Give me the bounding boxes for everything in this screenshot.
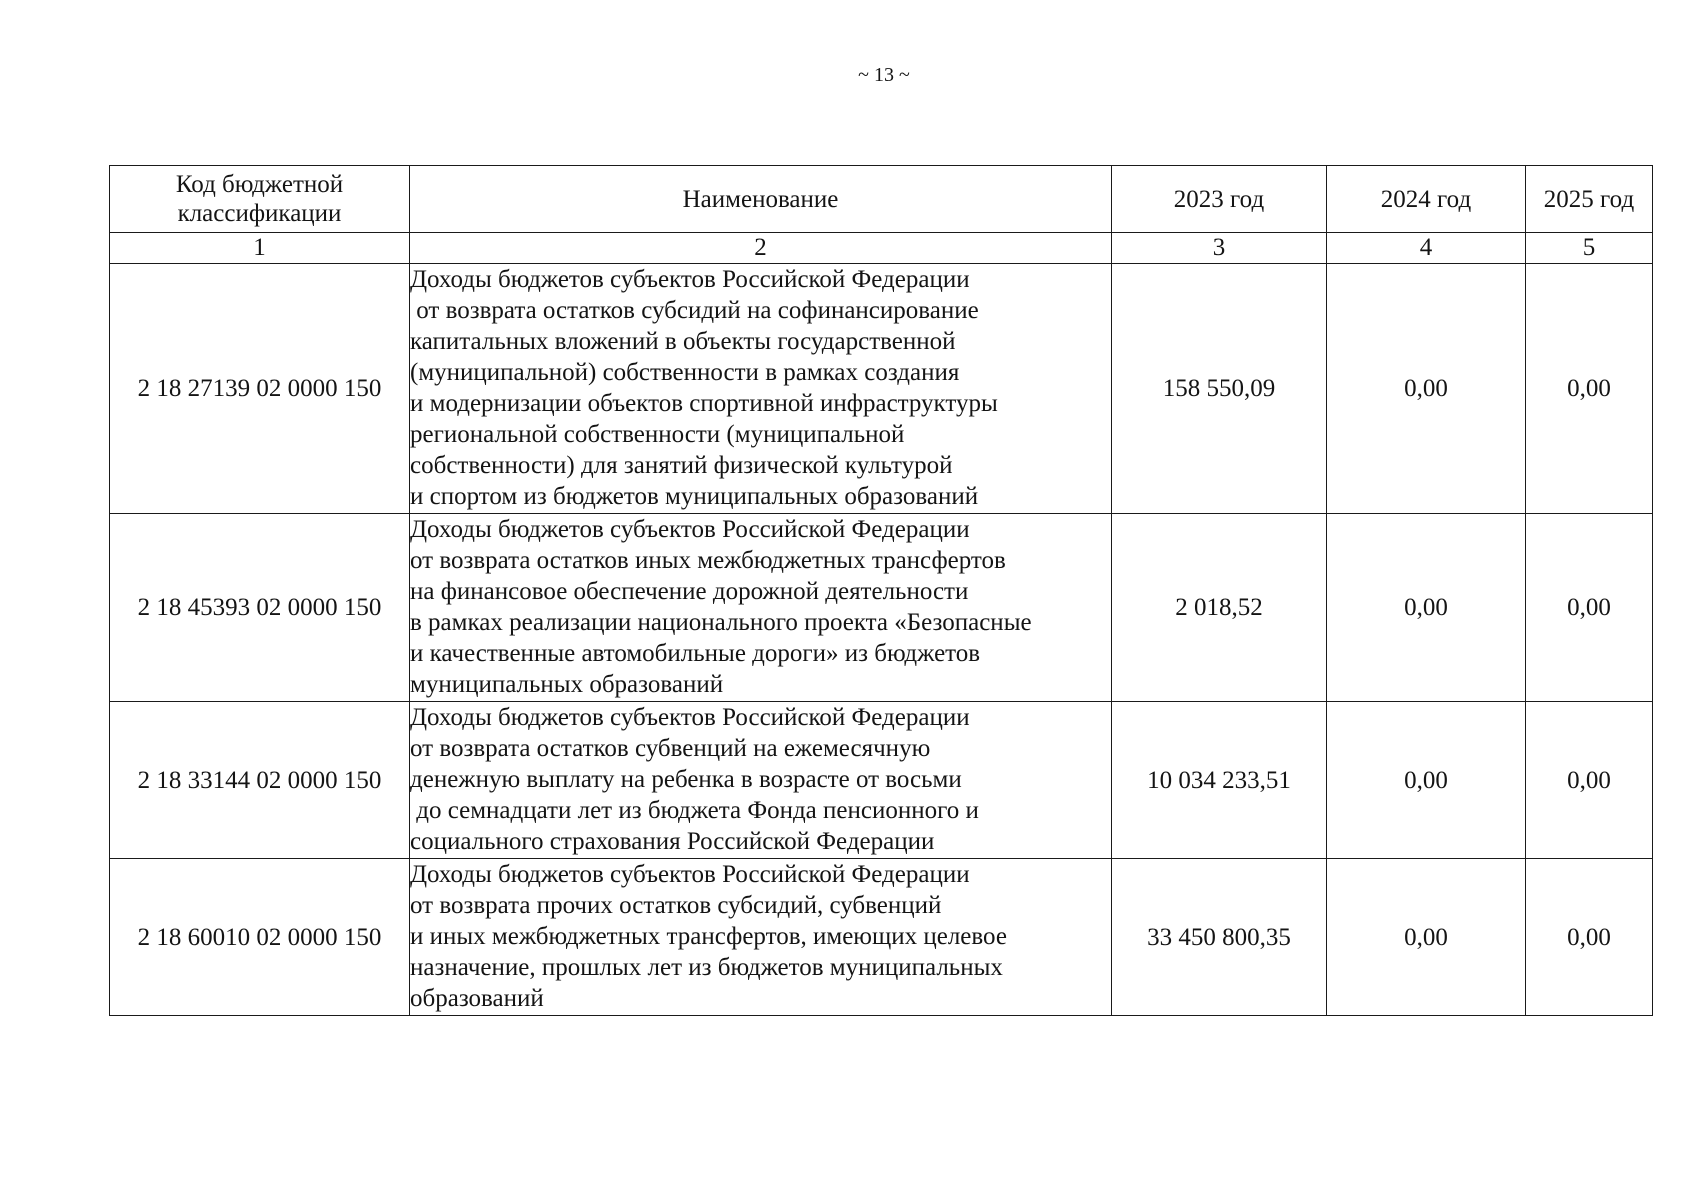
table-row	[110, 702, 1653, 859]
page-number: ~ 13 ~	[858, 64, 910, 86]
budget-code-cell: 2 18 27139 02 0000 150	[110, 264, 410, 514]
income-name-line: Доходы бюджетов субъектов Российской Федерации	[410, 516, 970, 543]
income-name-line: и спортом из бюджетов муниципальных образований	[410, 483, 979, 510]
income-name-line: социального страхования Российской Федерации	[410, 828, 935, 855]
income-name-line: от возврата прочих остатков субсидий, субвенций	[410, 892, 942, 919]
income-name-line: назначение, прошлых лет из бюджетов муниципальных	[410, 954, 1003, 981]
amount-2025-cell: 0,00	[1526, 264, 1653, 514]
amount-2024-cell: 0,00	[1327, 514, 1526, 702]
income-name-line: муниципальных образований	[410, 671, 724, 698]
income-name-line: капитальных вложений в объекты государственной	[410, 328, 956, 355]
budget-code-cell: 2 18 45393 02 0000 150	[110, 514, 410, 702]
header-code: Код бюджетной классификации	[110, 166, 410, 233]
column-number: 2	[410, 233, 1112, 264]
income-name-line: собственности) для занятий физической культурой	[410, 452, 953, 479]
income-name-line: на финансовое обеспечение дорожной деятельности	[410, 578, 969, 605]
table-row	[110, 514, 1653, 702]
income-name-line: до семнадцати лет из бюджета Фонда пенсионного и	[410, 797, 979, 824]
column-number: 1	[110, 233, 410, 264]
income-name-line: в рамках реализации национального проекта «Безопасные	[410, 609, 1032, 636]
table-row	[110, 264, 1653, 514]
amount-2025-cell: 0,00	[1526, 702, 1653, 859]
income-name-line: Доходы бюджетов субъектов Российской Федерации	[410, 266, 970, 293]
column-number: 3	[1112, 233, 1327, 264]
income-name-line: и качественные автомобильные дороги» из бюджетов	[410, 640, 981, 667]
amount-2023-cell: 158 550,09	[1112, 264, 1327, 514]
income-name-line: денежную выплату на ребенка в возрасте от восьми	[410, 766, 962, 793]
header-row	[110, 166, 1653, 233]
income-name-line: и модернизации объектов спортивной инфраструктуры	[410, 390, 998, 417]
income-name-line: (муниципальной) собственности в рамках создания	[410, 359, 960, 386]
header-2025: 2025 год	[1526, 166, 1653, 233]
column-number: 4	[1327, 233, 1526, 264]
amount-2023-cell: 2 018,52	[1112, 514, 1327, 702]
income-name-line: от возврата остатков субвенций на ежемесячную	[410, 735, 931, 762]
income-name-line: и иных межбюджетных трансфертов, имеющих целевое	[410, 923, 1007, 950]
income-name-line: образований	[410, 985, 544, 1012]
amount-2024-cell: 0,00	[1327, 859, 1526, 1016]
header-name: Наименование	[410, 166, 1112, 233]
budget-code-cell: 2 18 60010 02 0000 150	[110, 859, 410, 1016]
income-name-line: Доходы бюджетов субъектов Российской Федерации	[410, 861, 970, 888]
header-2024: 2024 год	[1327, 166, 1526, 233]
income-name-line: Доходы бюджетов субъектов Российской Федерации	[410, 704, 970, 731]
income-name-cell	[410, 264, 1112, 514]
income-name-cell	[410, 859, 1112, 1016]
amount-2025-cell: 0,00	[1526, 514, 1653, 702]
column-number: 5	[1526, 233, 1653, 264]
amount-2025-cell: 0,00	[1526, 859, 1653, 1016]
income-name-cell	[410, 702, 1112, 859]
amount-2023-cell: 33 450 800,35	[1112, 859, 1327, 1016]
income-name-line: от возврата остатков иных межбюджетных трансфертов	[410, 547, 1006, 574]
header-2023: 2023 год	[1112, 166, 1327, 233]
column-number-row	[110, 233, 1653, 264]
amount-2024-cell: 0,00	[1327, 264, 1526, 514]
table-body	[110, 233, 1653, 1016]
amount-2023-cell: 10 034 233,51	[1112, 702, 1327, 859]
income-name-line: от возврата остатков субсидий на софинансирование	[410, 297, 979, 324]
budget-code-cell: 2 18 33144 02 0000 150	[110, 702, 410, 859]
amount-2024-cell: 0,00	[1327, 702, 1526, 859]
income-name-line: региональной собственности (муниципальной	[410, 421, 905, 448]
income-name-cell	[410, 514, 1112, 702]
table-row	[110, 859, 1653, 1016]
budget-table	[109, 165, 1653, 1016]
